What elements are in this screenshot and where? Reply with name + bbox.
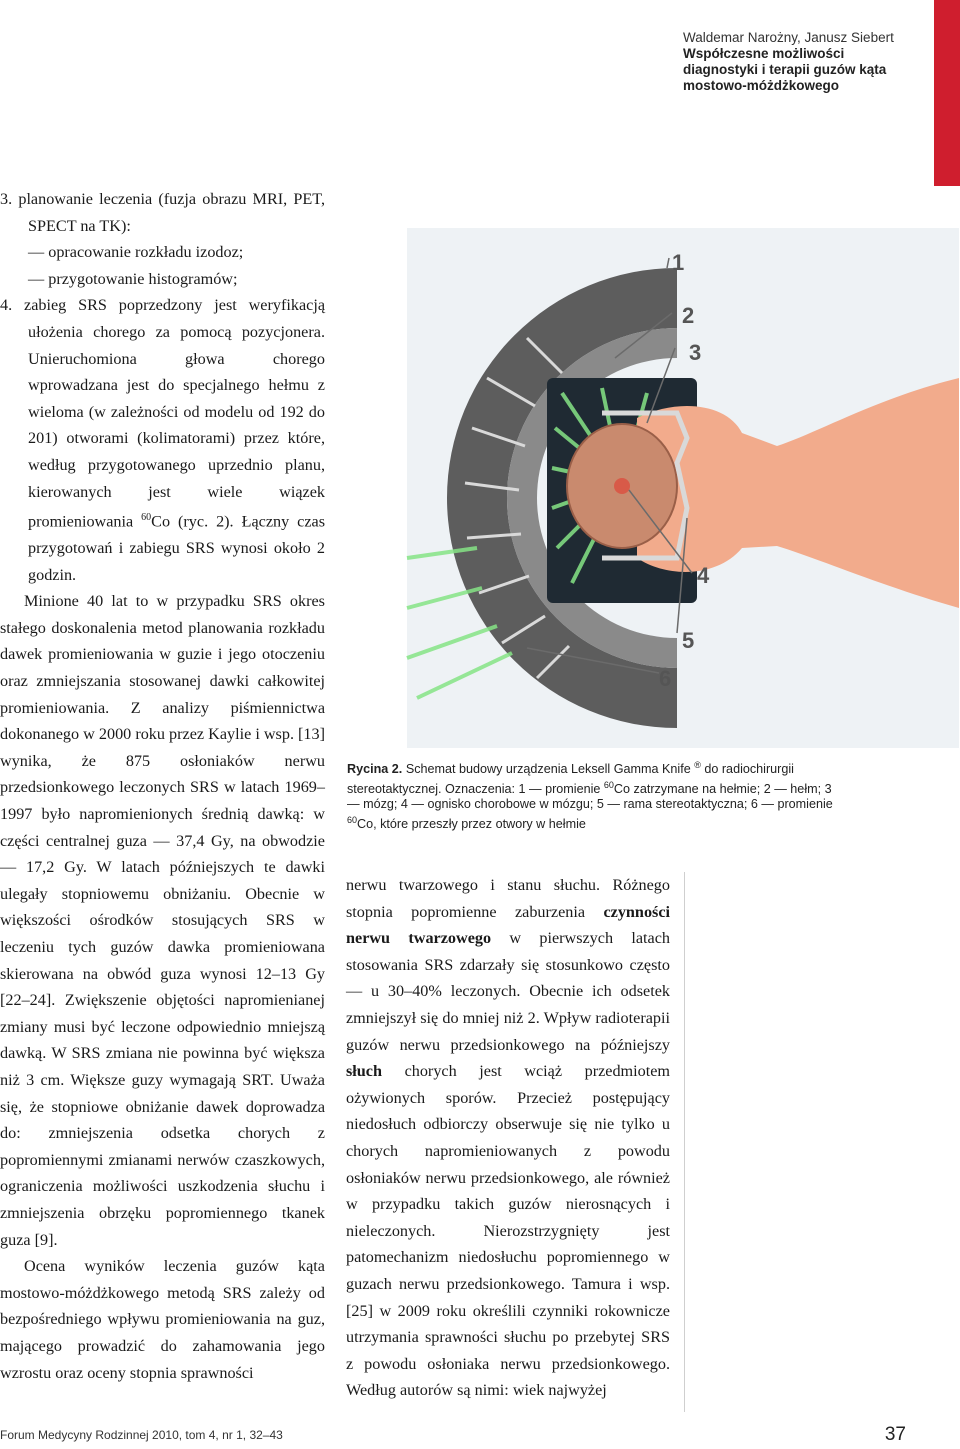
superscript: 60 (603, 779, 614, 790)
label-5: 5 (682, 628, 695, 653)
caption-text: Co, które przeszły przez otwory w hełmie (357, 817, 586, 832)
item-text-end: Co (ryc. 2). (151, 512, 234, 531)
list-item-3 (0, 186, 325, 239)
registered-mark: ® (694, 760, 701, 770)
left-text-column (0, 186, 325, 1386)
column-rule (684, 872, 685, 1412)
text-run: nerwu twarzowego i stanu słuchu. Różnego stopnia popromienne zaburzenia (346, 876, 670, 921)
gamma-knife-diagram (347, 228, 959, 748)
page-number: 37 (884, 1424, 906, 1445)
caption-label: Rycina 2. (347, 762, 403, 777)
label-1: 1 (672, 250, 685, 275)
dash-item-1: — opracowanie rozkładu izodoz; (28, 243, 244, 262)
header-authors: Waldemar Narożny, Janusz Siebert (683, 30, 894, 45)
superscript: 60 (141, 512, 152, 524)
body-paragraph (346, 872, 670, 1404)
item-number: 3. (0, 190, 13, 208)
footer-journal: Forum Medycyny Rodzinnej 2010, tom 4, nr 1, 32–43 (0, 1428, 283, 1442)
bold-term: czynności nerwu twarzowego (346, 902, 671, 948)
text-run: chorych jest wciąż przedmiotem ożywionych sporów. Przecież postępujący niedosłuch odbiorczy obserwuje się nie tylko u chorych napromieniowanych z powodu osłoniaków nerwu przedsionkowego, ale również w przypadku takich guzów nierosnących i nieleczonych. Nierozstrzygnięty jest patomechanizm niedosłuchu popromiennego w guzach nerwu przedsionkowego. Tamura i wsp. [25] w 2009 roku określili czynniki rokownicze utrzymania sprawności słuchu po przebytej SRS z powodu osłoniaka nerwu przedsionkowego. Według autorów są nimi: wiek najwyżej (346, 1062, 670, 1400)
gamma-knife-figure (347, 228, 959, 748)
body-paragraph: Ocena wyników leczenia guzów kąta mostowo-móżdżkowego metodą SRS zależy od bezpośredniego wpływu promieniowania na guz, mającego prowadzić do zahamowania jego wzrostu oraz oceny stopnia sprawności (0, 1257, 325, 1382)
label-2: 2 (682, 303, 695, 328)
running-header (683, 30, 923, 94)
item-text: planowanie leczenia (fuzja obrazu MRI, PET, SPECT na TK): (18, 190, 325, 235)
body-paragraph: Minione 40 lat to w przypadku SRS okres stałego doskonalenia metod planowania rozkładu dawek promieniowania w guzie i jego otoczeniu oraz zmniejszania stosowanej dawki całkowitej promieniowania. Z analizy piśmiennictwa dokonanego w 2000 roku przez Kaylie i wsp. [13] wynika, że 875 osłoniaków nerwu przedsionkowego leczonych SRS w latach 1969–1997 było napromienionych średnią dawką: w części centralnej guza — 37,4 Gy, na obwodzie — 17,2 Gy. W latach późniejszych te dawki ulegały stopniowemu obniżaniu. Obecnie w większości ośrodków stosujących SRS w leczeniu tych guzów dawka promieniowana skierowana na obwód guza wynosi 12–13 Gy [22–24]. Zwiększenie objętości napromienianej zmiany musi być leczone odpowiednio mniejszą dawką. W SRS zmiana nie powinna być większa niż 3 cm. Większe guzy wymagają SRT. Uważa się, że stopniowe obniżanie dawek doprowadza do: zmniejszenia odsetka chorych z popromiennymi zmianami nerwów czaszkowych, ograniczenia możliwości uszkodzenia słuchu i zmniejszenia obrzęku popromiennego tkanek guza [9]. (0, 592, 326, 1249)
section-color-tab (934, 0, 960, 186)
label-4: 4 (697, 563, 710, 588)
dash-item-2: — przygotowanie histogramów; (28, 269, 238, 288)
caption-text: Schemat budowy urządzenia Leksell Gamma Knife (405, 762, 691, 777)
item-text-continued: Łączny czas przygotowań i zabiegu SRS wynosi około 2 godzin. (28, 512, 326, 584)
text-run: w pierwszych latach stosowania SRS zdarzały się stosunkowo często — u 30–40% leczonych. Obecnie ich odsetek zmniejszył się do mniej niż 2. Wpływ radioterapii guzów nerwu przedsionkowego na późniejszy (346, 929, 670, 1054)
item-number: 4. (0, 296, 13, 315)
figure-caption (347, 758, 847, 833)
superscript: 60 (347, 814, 358, 825)
label-3: 3 (689, 340, 702, 365)
item-text: zabieg SRS poprzedzony jest weryfikacją ułożenia chorego za pomocą pozycjonera. Unieruchomiona głowa chorego wprowadzana jest do specjalnego hełmu z wieloma (w zależności od modelu od 192 do 201) otworami (kolimatorami) przez które, według przygotowanego uprzednio planu, kierowanych jest wiele wiązek promieniowania (24, 296, 326, 531)
lesion-focus (614, 478, 630, 494)
caption-text: do radiochirurgii stereotaktycznej. Oznaczenia: 1 — promienie (347, 762, 794, 796)
label-6: 6 (659, 666, 672, 691)
list-item-4 (0, 292, 325, 588)
caption-text: Co zatrzymane na hełmie; 2 — hełm; 3 — mózg; 4 — ognisko chorobowe w mózgu; 5 — rama stereotaktyczna; 6 — promienie (347, 781, 833, 812)
bold-term: słuch (346, 1062, 382, 1081)
header-title: Współczesne możliwości diagnostyki i terapii guzów kąta mostowo-móżdżkowego (683, 46, 887, 93)
right-text-column (346, 872, 670, 1404)
